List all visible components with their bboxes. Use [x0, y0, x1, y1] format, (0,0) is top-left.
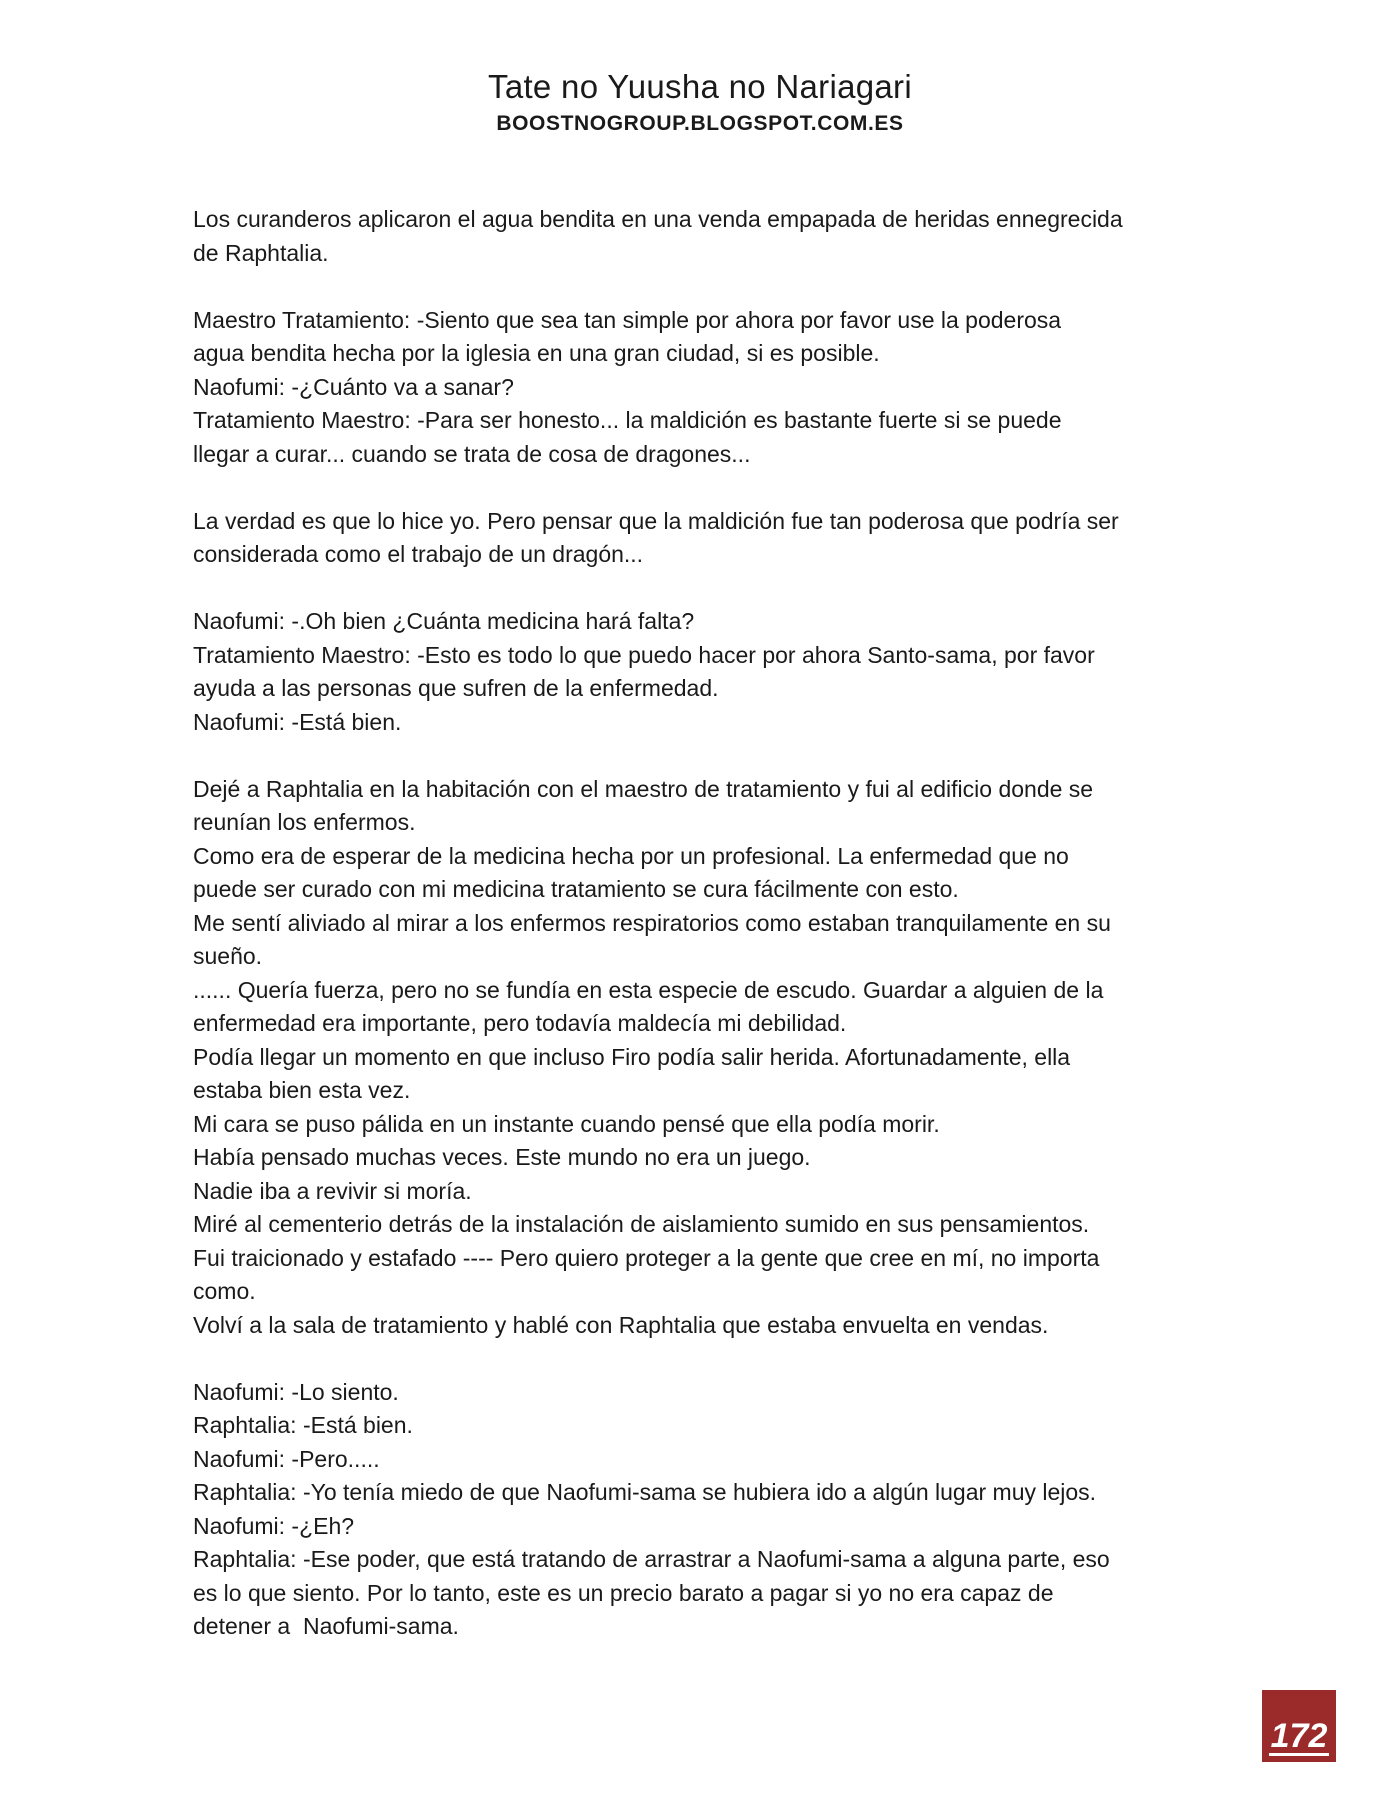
text-line: enfermedad era importante, pero todavía maldecía mi debilidad.: [193, 1010, 847, 1036]
text-line: Podía llegar un momento en que incluso Firo podía salir herida. Afortunadamente, ella: [193, 1043, 1071, 1070]
text-line: ...... Quería fuerza, pero no se fundía en esta especie de escudo. Guardar a alguien de la: [193, 976, 1104, 1003]
text-line: Naofumi: -¿Eh?: [193, 1512, 355, 1539]
text-line: Raphtalia: -Yo tenía miedo de que Naofumi-sama se hubiera ido a algún lugar muy lejos.: [193, 1479, 1097, 1505]
text-line: ayuda a las personas que sufren de la enfermedad.: [193, 675, 719, 701]
blog-url: BOOSTNOGROUP.BLOGSPOT.COM.ES: [496, 112, 904, 135]
text-line: Me sentí aliviado al mirar a los enfermos respiratorios como estaban tranquilamente en su: [193, 909, 1111, 936]
text-line: Raphtalia: -Ese poder, que está tratando de arrastrar a Naofumi-sama a alguna parte, eso: [193, 1546, 1110, 1572]
text-line: sueño.: [193, 943, 263, 969]
text-line: Fui traicionado y estafado ---- Pero quiero proteger a la gente que cree en mí, no importa: [193, 1244, 1100, 1271]
text-line: Mi cara se puso pálida en un instante cuando pensé que ella podía morir.: [193, 1110, 940, 1137]
body-text: [193, 203, 1213, 1644]
page-header: [0, 66, 1400, 138]
blank-line: [193, 1342, 1213, 1376]
text-line: Naofumi: -Está bien.: [193, 708, 402, 735]
book-title: Tate no Yuusha no Nariagari: [488, 68, 912, 105]
text-line: de Raphtalia.: [193, 239, 329, 266]
text-line: Volví a la sala de tratamiento y hablé con Raphtalia que estaba envuelta en vendas.: [193, 1311, 1049, 1338]
text-line: Como era de esperar de la medicina hecha por un profesional. La enfermedad que no: [193, 842, 1069, 869]
page-number: 172: [1270, 1717, 1328, 1755]
text-line: Los curanderos aplicaron el agua bendita en una venda empapada de heridas ennegrecida: [193, 206, 1123, 232]
text-line: Naofumi: -.Oh bien ¿Cuánta medicina hará falta?: [193, 608, 695, 634]
blank-line: [193, 739, 1213, 773]
text-line: Naofumi: -Pero.....: [193, 1445, 380, 1472]
text-line: como.: [193, 1278, 256, 1304]
blank-line: [193, 270, 1213, 304]
text-line: considerada como el trabajo de un dragón...: [193, 541, 644, 567]
text-line: agua bendita hecha por la iglesia en una gran ciudad, si es posible.: [193, 340, 880, 366]
text-line: Naofumi: -Lo siento.: [193, 1378, 399, 1405]
text-line: La verdad es que lo hice yo. Pero pensar que la maldición fue tan poderosa que podría ser: [193, 507, 1119, 534]
text-line: Tratamiento Maestro: -Para ser honesto... la maldición es bastante fuerte si se puede: [193, 407, 1062, 433]
page-number-badge: [1262, 1690, 1336, 1762]
text-line: Miré al cementerio detrás de la instalación de aislamiento sumido en sus pensamientos.: [193, 1211, 1090, 1237]
text-line: Naofumi: -¿Cuánto va a sanar?: [193, 373, 514, 400]
text-line: Tratamiento Maestro: -Esto es todo lo que puedo hacer por ahora Santo-sama, por favor: [193, 641, 1095, 668]
text-line: es lo que siento. Por lo tanto, este es un precio barato a pagar si yo no era capaz de: [193, 1579, 1054, 1606]
text-line: Había pensado muchas veces. Este mundo no era un juego.: [193, 1144, 811, 1170]
text-line: llegar a curar... cuando se trata de cosa de dragones...: [193, 440, 751, 467]
text-line: Dejé a Raphtalia en la habitación con el maestro de tratamiento y fui al edificio donde se: [193, 775, 1094, 802]
text-line: Maestro Tratamiento: -Siento que sea tan simple por ahora por favor use la poderosa: [193, 306, 1062, 333]
blank-line: [193, 572, 1213, 606]
text-line: reunían los enfermos.: [193, 809, 416, 835]
text-line: Nadie iba a revivir si moría.: [193, 1177, 472, 1204]
text-line: Raphtalia: -Está bien.: [193, 1412, 413, 1438]
text-line: detener a Naofumi-sama.: [193, 1613, 459, 1639]
text-line: estaba bien esta vez.: [193, 1077, 411, 1103]
text-line: puede ser curado con mi medicina tratamiento se cura fácilmente con esto.: [193, 876, 959, 902]
blank-line: [193, 471, 1213, 505]
